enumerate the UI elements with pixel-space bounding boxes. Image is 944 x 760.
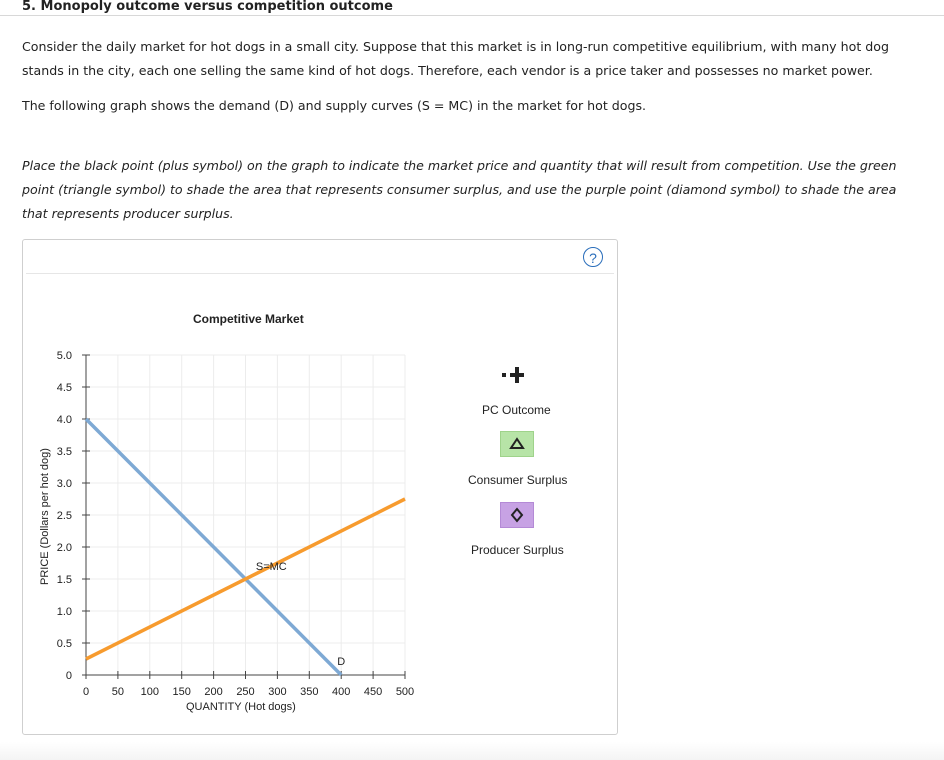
x-tick-label: 200	[204, 686, 223, 698]
demand-curve-label: D	[337, 656, 346, 668]
graph-panel	[22, 239, 618, 735]
help-icon[interactable]: ?	[583, 247, 603, 267]
x-tick-label: 300	[268, 686, 287, 698]
x-tick-label: 500	[395, 686, 415, 698]
question-title: 5. Monopoly outcome versus competition outcome	[22, 0, 393, 14]
diamond-icon	[501, 503, 533, 527]
y-tick-label: 3.5	[56, 446, 72, 458]
producer-surplus-tool[interactable]	[500, 502, 534, 528]
supply-curve-label: S=MC	[255, 561, 287, 573]
title-divider	[0, 15, 944, 16]
y-tick-label: 1.5	[56, 574, 72, 586]
y-tick-label: 2.5	[56, 510, 72, 522]
x-tick-label: 400	[332, 686, 351, 698]
y-tick-label: 5.0	[56, 350, 72, 362]
producer-surplus-label: Producer Surplus	[471, 543, 564, 557]
x-tick-label: 250	[236, 686, 255, 698]
question-paragraph-1: Consider the daily market for hot dogs in a small city. Suppose that this market is in long-run competitive equilibrium, with many hot dog stands in the city, each one selling the same kind of hot dogs. Therefore, each vendor is a price taker and possesses no market power.	[22, 39, 889, 78]
chart-plot[interactable]	[23, 240, 617, 734]
ticks	[82, 355, 405, 679]
x-tick-label: 350	[300, 686, 319, 698]
plus-point-icon	[502, 364, 526, 386]
y-tick-label: 2.0	[56, 542, 72, 554]
y-axis-label: PRICE (Dollars per hot dog)	[39, 448, 51, 585]
pc-outcome-label: PC Outcome	[482, 403, 551, 417]
y-tick-label: 3.0	[56, 478, 72, 490]
pc-outcome-tool[interactable]	[502, 364, 526, 386]
question-instructions: Place the black point (plus symbol) on the graph to indicate the market price and quantity that will result from competition. Use the green point (triangle symbol) to shade the area that represents consumer surplus, and use the purple point (diamond symbol) to shade the area that represents producer surplus.	[22, 158, 897, 221]
consumer-surplus-label: Consumer Surplus	[468, 473, 568, 487]
page-bottom-shade	[0, 742, 944, 760]
consumer-surplus-tool[interactable]	[500, 431, 534, 457]
y-tick-label: 4.5	[56, 382, 72, 394]
y-tick-label: 0.5	[56, 638, 72, 650]
x-tick-label: 150	[172, 686, 191, 698]
y-tick-label: 4.0	[56, 414, 72, 426]
y-tick-label: 0	[65, 670, 72, 682]
x-axis-label: QUANTITY (Hot dogs)	[186, 701, 296, 713]
x-tick-label: 0	[82, 686, 90, 698]
x-tick-label: 50	[111, 686, 125, 698]
triangle-icon	[501, 432, 533, 456]
grid	[86, 355, 405, 675]
chart-title: Competitive Market	[193, 312, 304, 326]
x-tick-label: 450	[363, 686, 383, 698]
y-tick-label: 1.0	[56, 606, 72, 618]
question-paragraph-2: The following graph shows the demand (D) and supply curves (S = MC) in the market for hot dogs.	[22, 98, 647, 113]
x-tick-label: 100	[140, 686, 159, 698]
